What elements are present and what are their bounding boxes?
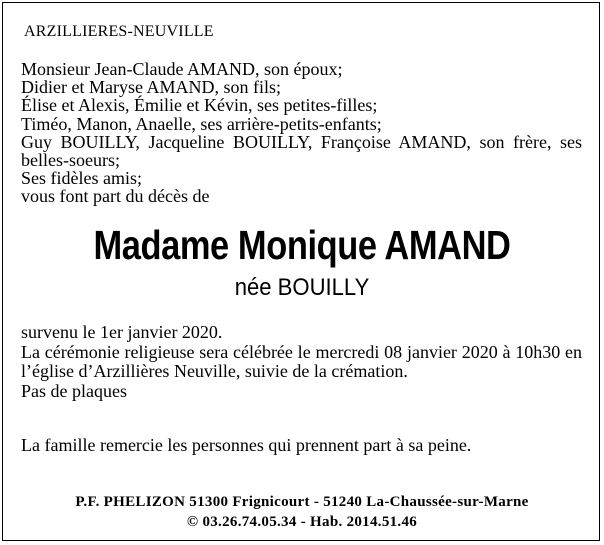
family-line: Monsieur Jean-Claude AMAND, son époux;	[21, 59, 343, 79]
death-date: survenu le 1er janvier 2020.	[21, 322, 223, 342]
family-line: vous font part du décès de	[21, 186, 210, 207]
footer	[3, 492, 601, 532]
contact-info: © 03.26.74.05.34 - Hab. 2014.51.46	[186, 514, 418, 530]
family-line: Élise et Alexis, Émilie et Kévin, ses petites-filles;	[21, 95, 378, 116]
deceased-name: Madame Monique AMAND	[93, 222, 511, 268]
town-name: ARZILLIERES-NEUVILLE	[24, 23, 214, 40]
family-line: Didier et Maryse AMAND, son fils;	[21, 77, 281, 98]
thanks-message: La famille remercie les personnes qui prennent part à sa peine.	[21, 435, 472, 455]
ceremony-details	[21, 323, 582, 401]
family-list	[21, 60, 582, 206]
family-line: Timéo, Manon, Anaelle, ses arrière-petits-enfants;	[21, 113, 382, 134]
ceremony-info: La cérémonie religieuse sera célébrée le mercredi 08 janvier 2020 à 10h30 en l’église d’Arzillières Neuville, suivie de la crémation.	[21, 341, 582, 381]
funeral-home: P.F. PHELIZON 51300 Frignicourt - 51240 La-Chaussée-sur-Marne	[75, 494, 529, 510]
obituary-notice	[2, 2, 600, 541]
family-line: Ses fidèles amis;	[21, 168, 142, 189]
family-line: Guy BOUILLY, Jacqueline BOUILLY, Françoise AMAND, son frère, ses belles-soeurs;	[21, 131, 582, 171]
no-plaques-note: Pas de plaques	[21, 380, 127, 401]
maiden-name: née BOUILLY	[234, 274, 370, 301]
